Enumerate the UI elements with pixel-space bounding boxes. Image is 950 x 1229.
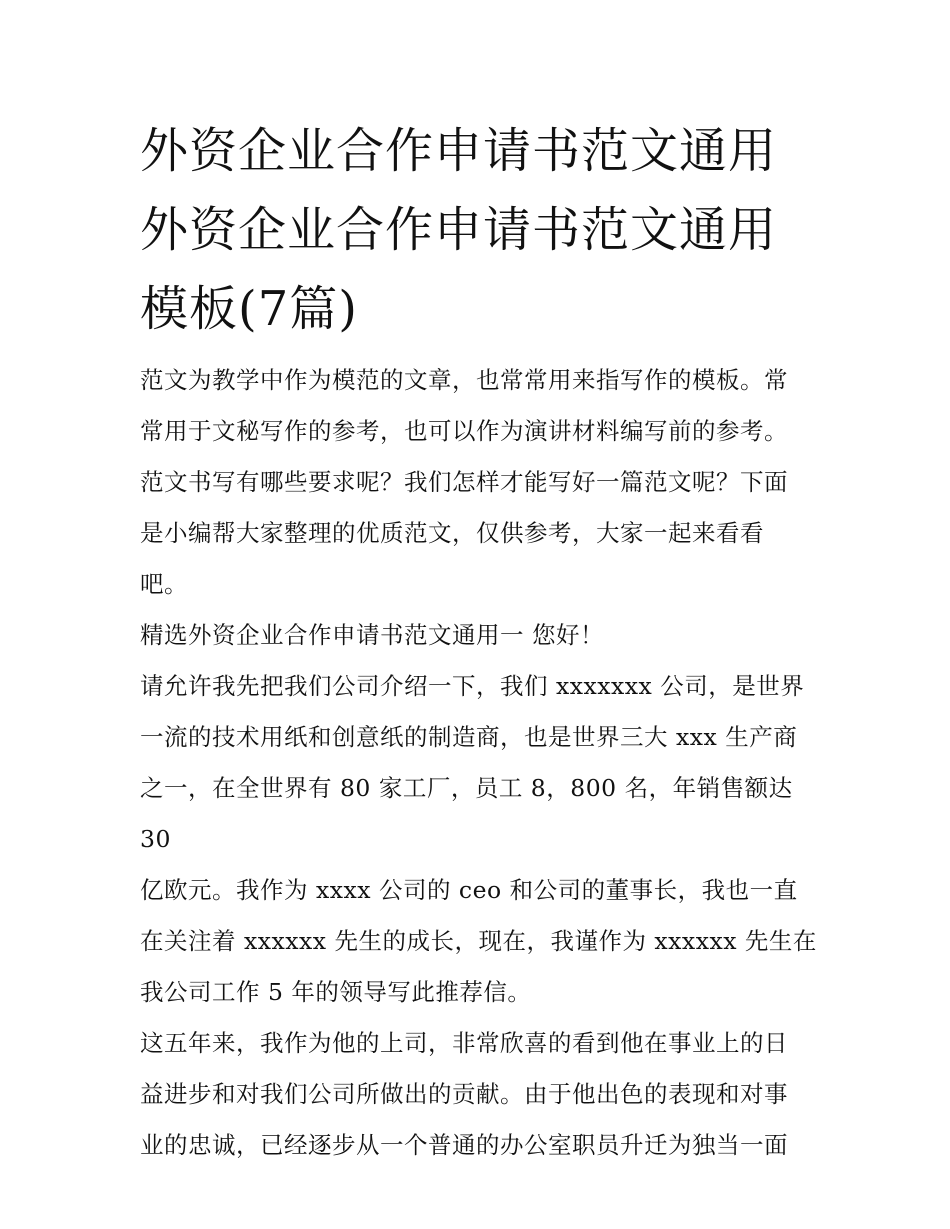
- document-page: [140, 112, 820, 1171]
- document-body: [140, 355, 820, 1171]
- recommendation-paragraph: 这五年来，我作为他的上司，非常欣喜的看到他在事业上的日 益进步和对我们公司所做出的贡献。由于他出色的表现和对事 业的忠诚，已经逐步从一个普通的办公室职员升迁为独当一面: [140, 1029, 788, 1159]
- greeting-paragraph: 精选外资企业合作申请书范文通用一 您好！: [140, 621, 604, 649]
- intro-paragraph: 范文为教学中作为模范的文章，也常常用来指写作的模板。常 常用于文秘写作的参考，也可以作为演讲材料编写前的参考。 范文书写有哪些要求呢？我们怎样才能写好一篇范文呢？下面 是小编帮大家整理的优质范文，仅供参考，大家一起来看看 吧。: [140, 366, 788, 598]
- document-title: 外资企业合作申请书范文通用 外资企业合作申请书范文通用 模板(7篇): [140, 123, 778, 337]
- company-intro-paragraph: 请允许我先把我们公司介绍一下，我们 xxxxxxx 公司，是世界 一流的技术用纸和创意纸的制造商，也是世界三大 xxx 生产商 之一，在全世界有 80 家工厂，员工 8，800 名，年销售额达 30 亿欧元。我作为 xxxx 公司的 ceo 和公司的董事长，我也一直 在关注着 xxxxxx 先生的成长，现在，我谨作为 xxxxxx 先生在 我公司工作 5 年的领导写此推荐信。: [140, 672, 817, 1006]
